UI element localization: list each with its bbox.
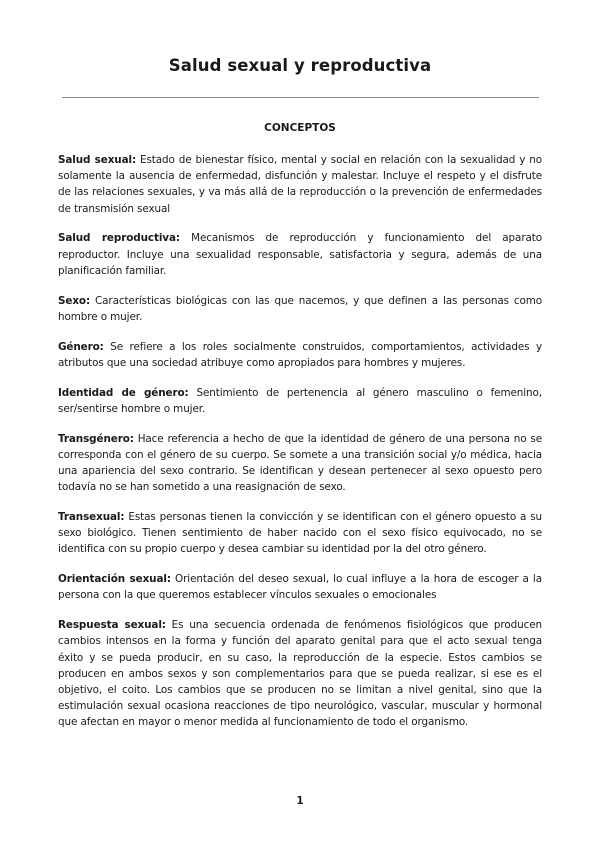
definition-term: Identidad de género: [58,386,189,399]
definition-orientacion-sexual [58,571,542,603]
definition-term: Transgénero: [58,432,134,445]
definition-text: Se refiere a los roles socialmente construidos, comportamientos, actividades y atributos que una sociedad atribuye como apropiados para hombres y mujeres. [58,340,542,369]
section-heading: CONCEPTOS [264,122,336,134]
definition-text: Mecanismos de reproducción y funcionamiento del aparato reproductor. Incluye una sexualidad responsable, satisfactoria y segura, además de una planificación familiar. [58,232,542,277]
definition-term: Respuesta sexual: [58,619,166,632]
definition-salud-reproductiva [58,230,542,279]
definitions-list [58,152,542,744]
definition-salud-sexual [58,152,542,217]
definition-term: Sexo: [58,294,91,307]
page-number: 1 [296,795,304,807]
definition-sexo [58,293,542,325]
definition-term: Transexual: [58,511,125,524]
definition-term: Salud sexual: [58,154,137,166]
definition-text: Sentimiento de pertenencia al género masculino o femenino, ser/sentirse hombre o mujer. [58,386,542,415]
definition-text: Características biológicas con las que nacemos, y que definen a las personas como hombre o mujer. [58,294,542,323]
title-divider [62,97,539,98]
definition-text: Hace referencia a hecho de que la identidad de género de una persona no se corresponda con el género de su cuerpo. Se somete a una transición social y/o médica, hacia una apariencia del sexo contrario. Se identifican y desean pertenecer al sexo opuesto pero todavía no se han sometido a una reasignación de sexo. [58,432,543,494]
definition-term: Género: [58,340,104,353]
definition-text: Orientación del deseo sexual, lo cual influye a la hora de escoger a la persona con la que queremos establecer vínculos sexuales o emocionales [58,573,542,602]
definition-text: Estas personas tienen la convicción y se identifican con el género opuesto a su sexo biológico. Tienen sentimiento de haber nacido con el sexo físico equivocado, no se identifica con su propio cuerpo y desea cambiar su identidad por la del otro género. [58,511,543,556]
definition-genero [58,339,542,371]
definition-identidad-de-genero [58,385,542,417]
definition-text: Estado de bienestar físico, mental y social en relación con la sexualidad y no solamente la ausencia de enfermedad, disfunción y malestar. Incluye el respeto y el disfrute de las relaciones sexuales, y va más allá de la reproducción o la prevención de enfermedades de transmisión sexual [58,154,542,215]
definition-transexual [58,509,542,558]
definition-transgenero [58,431,542,496]
definition-text: Es una secuencia ordenada de fenómenos fisiológicos que producen cambios intensos en la forma y función del aparato genital para que el acto sexual tenga éxito y se pueda producir, en su caso, la reproducción de la especie. Estos cambios se producen en ambos sexos y son complementarios para que se pueda realizar, si ese es el objetivo, el coito. Los cambios que se producen no se limitan a nivel genital, sino que la estimulación sexual ocasiona reacciones de tipo neurológico, vascular, muscular y hormonal que afectan en mayor o menor medida al funcionamiento de todo el organismo. [58,619,542,729]
definition-term: Orientación sexual: [58,573,171,586]
definition-respuesta-sexual [58,617,542,730]
definition-term: Salud reproductiva: [58,232,180,245]
page-title: Salud sexual y reproductiva [168,56,432,75]
